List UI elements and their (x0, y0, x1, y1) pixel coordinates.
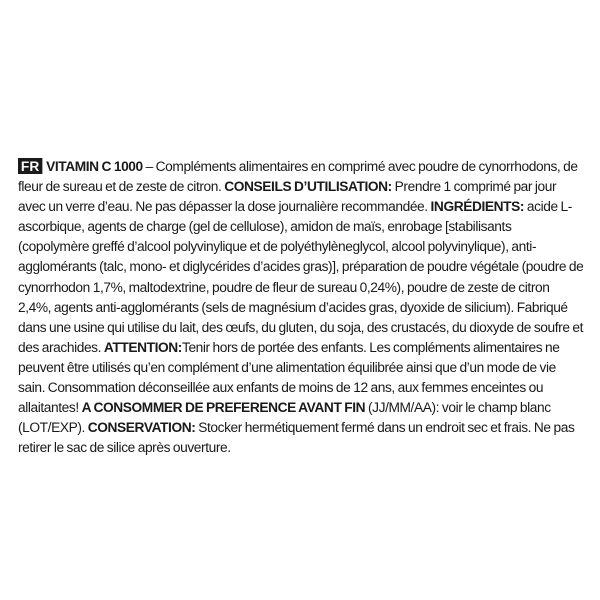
best-before-text: (JJ/MM/AA): voir le champ blanc (LOT/EXP). (18, 399, 551, 436)
product-name: VITAMIN C 1000 (46, 158, 143, 174)
usage-text: Prendre 1 comprimé par jour avec un verre d’eau. Ne pas dépasser la dose journalière recommandée. (18, 178, 557, 215)
ingredients-text: acide L-ascorbique, agents de charge (gel de cellulose), amidon de maïs, enrobage [stabilisants (copolymère greffé d’alcool polyvinylique et de polyéthylèneglycol, alcool polyvinylique), anti-agglomérants (talc, mono- et diglycérides d’acides gras)], préparation de poudre végétale (poudre de cynorrhodon 1,7%, maltodextrine, poudre de fleur de sureau 0,24%), poudre de zeste de citron 2,4%, agents anti-agglomérants (sels de magnésium d’acides gras, dyoxide de silicium). Fabriqué dans une usine qui utilise du lait, des œufs, du gluten, du soja, des crustacés, du dioxyde de soufre et des arachides. (18, 198, 584, 355)
best-before-heading: A CONSOMMER DE PREFERENCE AVANT FIN (81, 399, 366, 416)
language-badge: FR (18, 158, 42, 174)
usage-heading: CONSEILS D’UTILISATION: (224, 178, 392, 195)
ingredients-heading: INGRÉDIENTS: (430, 198, 525, 215)
attention-text: Tenir hors de portée des enfants. Les compléments alimentaires ne peuvent être utilisés qu’en complément d’une alimentation équilibrée ainsi que d’un mode de vie sain. Consommation déconseillée aux enfants de moins de 12 ans, aux femmes enceintes ou allaitantes! (18, 338, 560, 416)
product-label-text (18, 156, 584, 457)
product-description: – Compléments alimentaires en comprimé avec poudre de cynorrhodons, de fleur de sureau et de zeste de citron. (18, 158, 578, 195)
attention-heading: ATTENTION: (103, 338, 182, 355)
storage-heading: CONSERVATION: (87, 419, 196, 436)
storage-text: Stocker hermétiquement fermé dans un endroit sec et frais. Ne pas retirer le sac de silice après ouverture. (18, 419, 575, 456)
